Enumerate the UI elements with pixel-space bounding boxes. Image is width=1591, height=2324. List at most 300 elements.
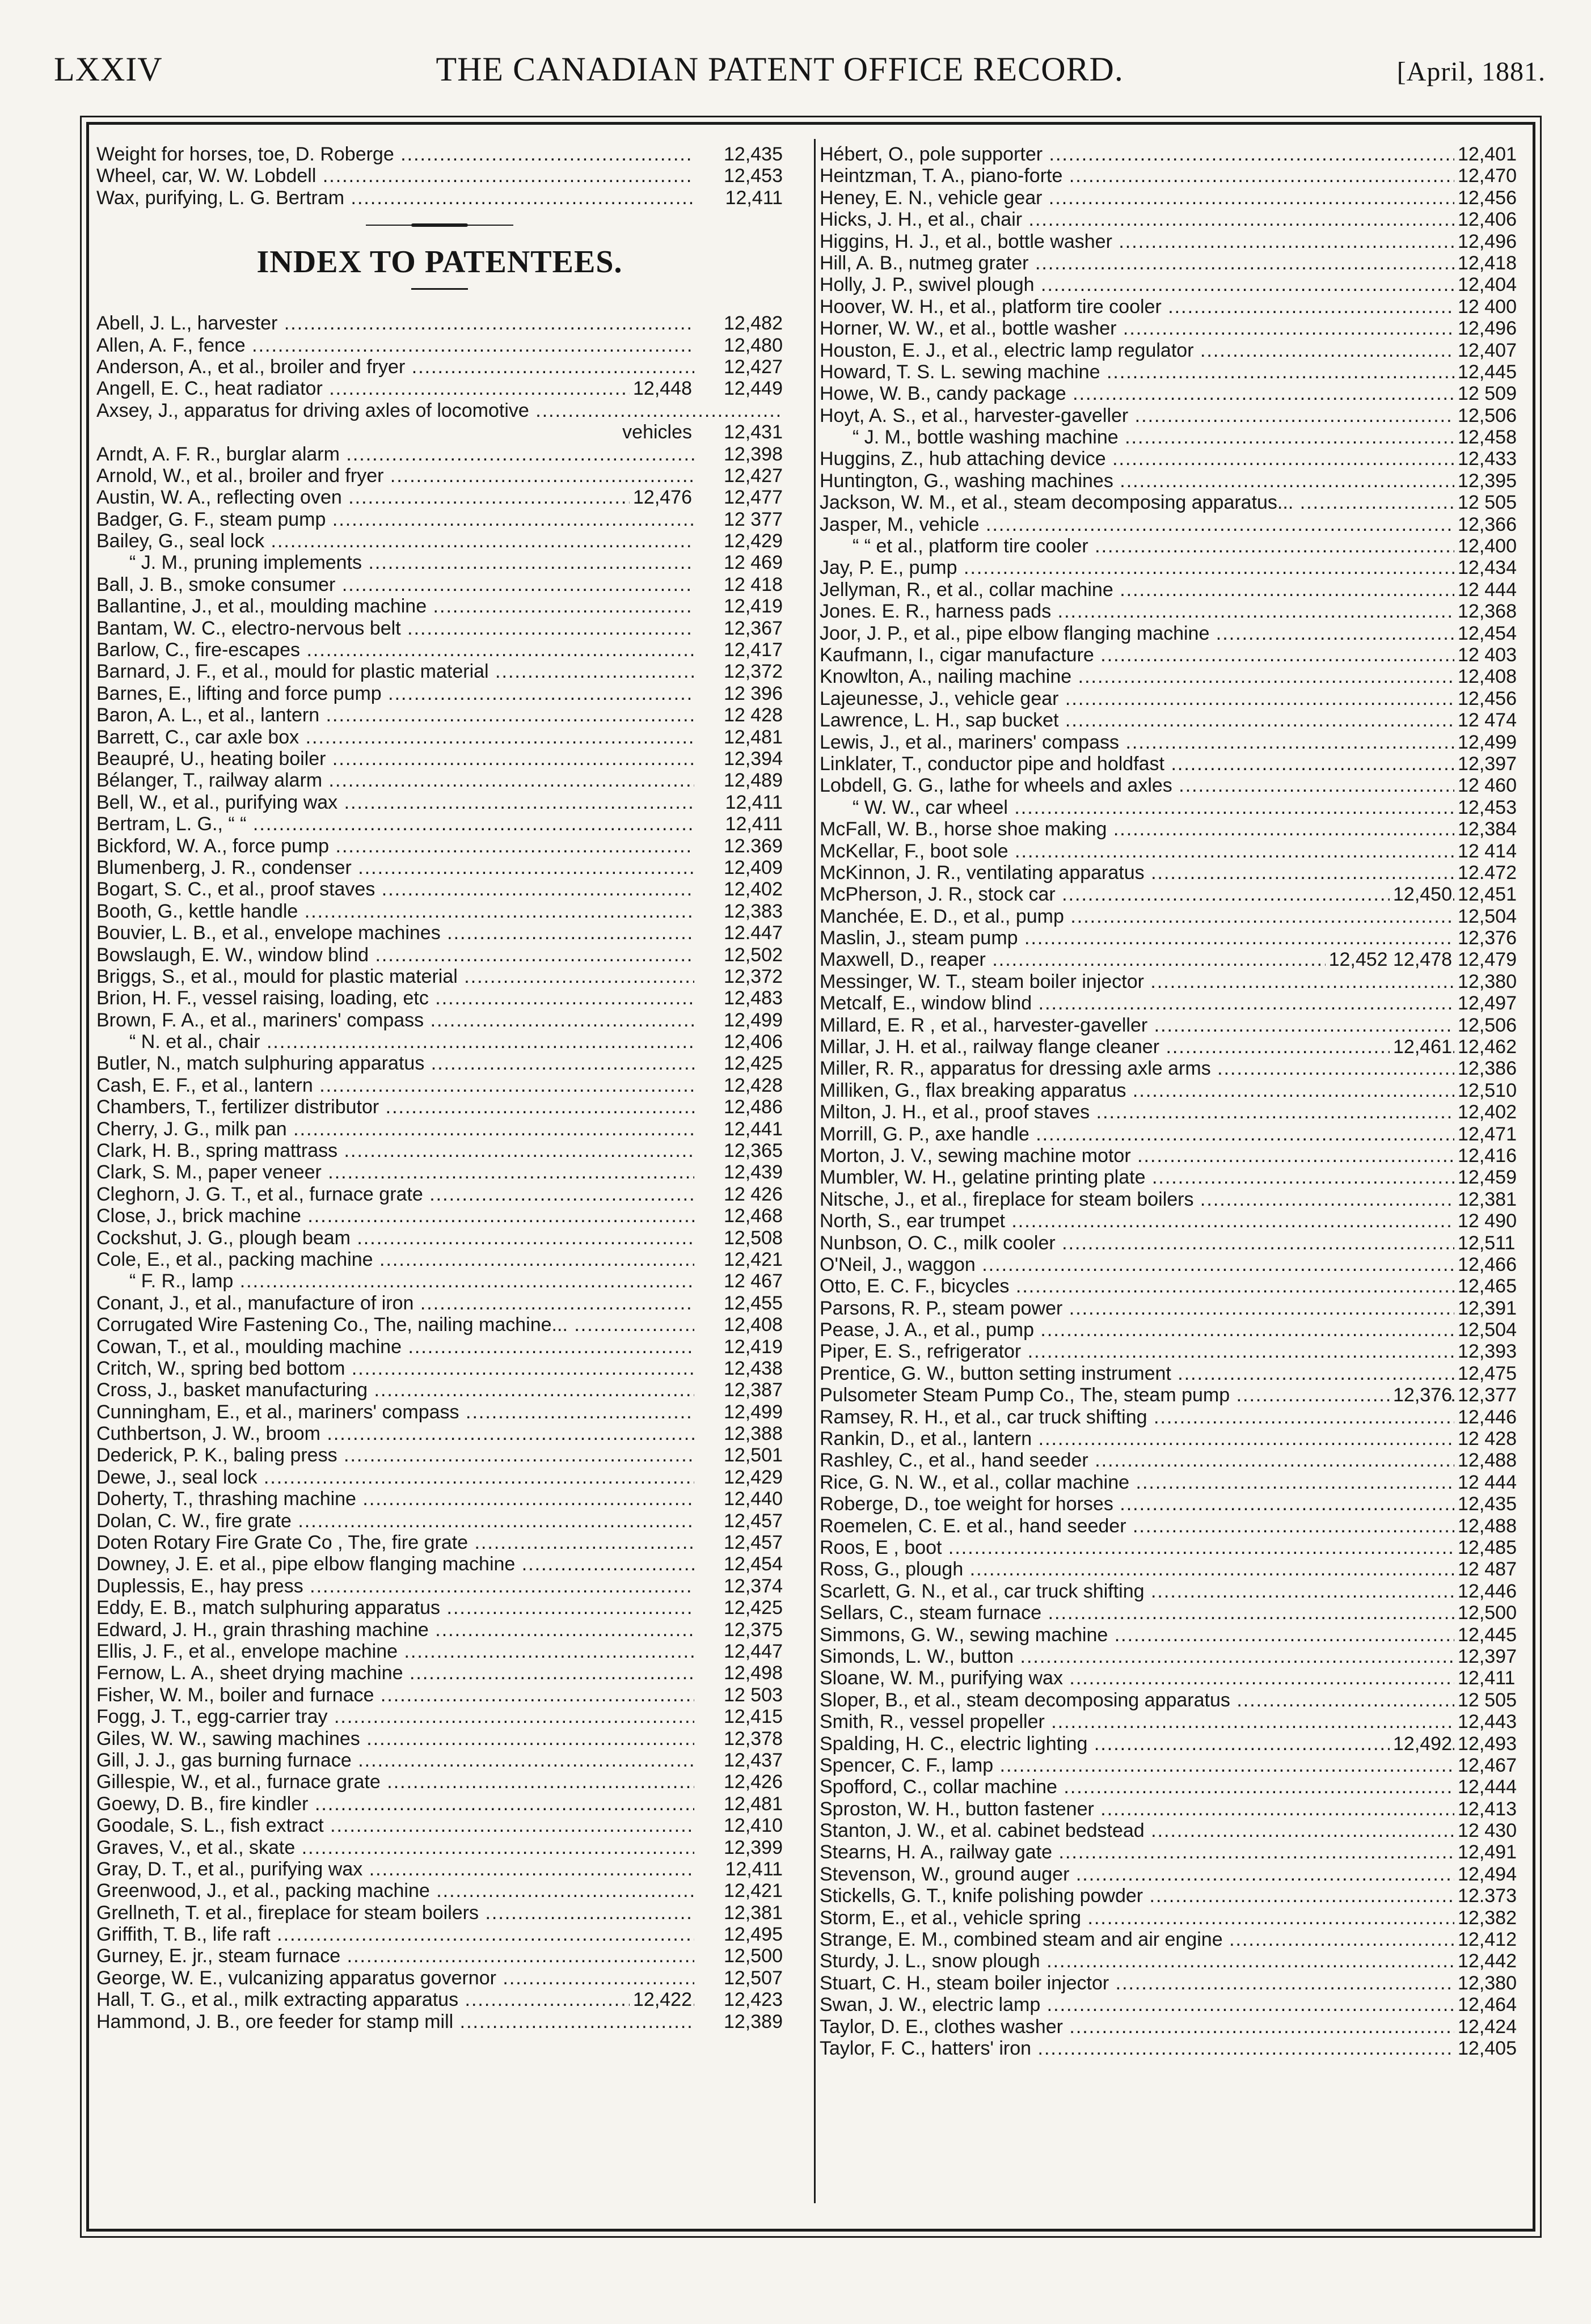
index-entry [96, 1009, 783, 1031]
entry-patent-number: 12,500 [694, 1945, 783, 1967]
entry-text: Huntington, G., washing machines ..... [820, 470, 1531, 492]
index-entry [820, 1058, 1531, 1079]
entry-patent-number: 12.472 [1454, 862, 1531, 884]
entry-patent-number: 12,477 [694, 487, 783, 508]
entry-text: Rashley, C., et al., hand seeder ..... [820, 1450, 1531, 1471]
entry-text: Spalding, H. C., electric lighting ..... [820, 1733, 1531, 1755]
right-column [820, 143, 1531, 2059]
entry-patent-number: 12.373 [1454, 1885, 1531, 1907]
index-entry [96, 509, 783, 530]
left-index-list [96, 312, 783, 2033]
entry-patent-number: 12 503 [694, 1684, 783, 1706]
index-entry [96, 1532, 783, 1553]
entry-text: Roos, E , boot ..... [820, 1537, 1531, 1558]
index-entry [96, 1336, 783, 1358]
index-entry [96, 1510, 783, 1532]
entry-patent-number: 12,383 [694, 901, 783, 922]
index-entry [820, 775, 1531, 796]
entry-patent-number: 12,471 [1454, 1123, 1531, 1145]
entry-patent-number: 12 505 [1454, 492, 1531, 513]
index-entry [96, 1684, 783, 1706]
index-entry [96, 421, 783, 443]
entry-text: Jellyman, R., et al., collar machine ..... [820, 579, 1531, 601]
entry-patent-number: 12,406 [1454, 209, 1531, 230]
index-entry [820, 1101, 1531, 1123]
entry-text: Barnes, E., lifting and force pump ..... [96, 683, 783, 704]
index-entry [820, 1254, 1531, 1275]
index-entry [820, 535, 1531, 557]
index-entry [96, 770, 783, 791]
index-entry [820, 318, 1531, 339]
entry-patent-number: 12 444 [1454, 579, 1531, 601]
entry-text: Bickford, W. A., force pump ..... [96, 835, 783, 857]
index-entry [820, 1602, 1531, 1624]
index-entry [820, 709, 1531, 731]
index-entry [820, 252, 1531, 274]
entry-text: Lobdell, G. G., lathe for wheels and axles ..... [820, 775, 1531, 796]
entry-text: Heney, E. N., vehicle gear ..... [820, 187, 1531, 209]
index-entry [820, 274, 1531, 295]
index-entry [820, 383, 1531, 404]
entry-text: Hébert, O., pole supporter ..... [820, 143, 1531, 165]
entry-text: Duplessis, E., hay press ..... [96, 1575, 783, 1597]
entry-patent-number: 12,367 [694, 618, 783, 639]
index-entry [96, 1924, 783, 1945]
entry-text: Dederick, P. K., baling press ..... [96, 1444, 783, 1466]
entry-patent-number: 12,428 [694, 1075, 783, 1096]
entry-patent-number: 12,372 [694, 966, 783, 987]
entry-patent-number: 12,510 [1454, 1080, 1531, 1101]
index-entry [96, 1575, 783, 1597]
entry-text: Lajeunesse, J., vehicle gear ..... [820, 688, 1531, 709]
index-entry [96, 574, 783, 595]
index-entry [820, 1581, 1531, 1602]
entry-text: Hicks, J. H., et al., chair ..... [820, 209, 1531, 230]
entry-patent-number: 12,421 [694, 1880, 783, 1902]
index-entry [96, 1880, 783, 1902]
entry-text: “ “ et al., platform tire cooler ..... [853, 535, 1531, 557]
entry-patent-number: 12,394 [694, 748, 783, 770]
entry-patent-number: 12,408 [694, 1314, 783, 1336]
index-entry [96, 1837, 783, 1858]
index-entry [820, 753, 1531, 775]
entry-text: Weight for horses, toe, D. Roberge ..... [96, 143, 783, 165]
entry-patent-number: 12,489 [694, 770, 783, 791]
entry-text: Fogg, J. T., egg-carrier tray ..... [96, 1706, 783, 1727]
index-entry [820, 818, 1531, 840]
entry-text: Blumenberg, J. R., condenser ..... [96, 857, 783, 878]
index-entry [820, 1907, 1531, 1929]
index-entry [96, 1967, 783, 1989]
entry-patent-number: 12,458 [1454, 426, 1531, 448]
entry-text: Cleghorn, J. G. T., et al., furnace grate ..... [96, 1184, 783, 1205]
entry-patent-number: 12 426 [694, 1184, 783, 1205]
entry-patent-number: 12 428 [1454, 1428, 1531, 1450]
entry-patent-number: 12,402 [694, 878, 783, 900]
entry-text: Maxwell, D., reaper ..... [820, 949, 1531, 970]
index-entry [820, 1950, 1531, 1972]
entry-text: Jackson, W. M., et al., steam decomposing apparatus... ..... [820, 492, 1531, 513]
index-entry [820, 1123, 1531, 1145]
entry-text: Booth, G., kettle handle ..... [96, 901, 783, 922]
entry-text: “ J. M., bottle washing machine ..... [853, 426, 1531, 448]
entry-patent-number: 12,507 [694, 1967, 783, 1989]
entry-patent-number: 12,464 [1454, 1994, 1531, 2015]
index-entry [820, 405, 1531, 426]
index-entry [96, 1205, 783, 1227]
entry-text: Cash, E. F., et al., lantern ..... [96, 1075, 783, 1096]
entry-text: Holly, J. P., swivel plough ..... [820, 274, 1531, 295]
index-entry [820, 1667, 1531, 1689]
index-entry [820, 1646, 1531, 1667]
entry-text: Lewis, J., et al., mariners' compass ..... [820, 732, 1531, 753]
index-entry [820, 1210, 1531, 1232]
entry-text: Critch, W., spring bed bottom ..... [96, 1358, 783, 1379]
entry-patent-number: 12,380 [1454, 1972, 1531, 1994]
index-entry [96, 1488, 783, 1510]
entry-text: Corrugated Wire Fastening Co., The, nailing machine... ..... [96, 1314, 783, 1336]
entry-text: Giles, W. W., sawing machines ..... [96, 1728, 783, 1750]
entry-text: Roemelen, C. E. et al., hand seeder ..... [820, 1515, 1531, 1537]
entry-patent-number: 12,495 [694, 1924, 783, 1945]
entry-text: Howe, W. B., candy package ..... [820, 383, 1531, 404]
entry-text: Goodale, S. L., fish extract ..... [96, 1815, 783, 1836]
index-entry [820, 1080, 1531, 1101]
index-entry [96, 922, 783, 944]
index-entry [96, 400, 783, 421]
entry-patent-number: 12,368 [1454, 601, 1531, 622]
entry-text: Bogart, S. C., et al., proof staves ..... [96, 878, 783, 900]
entry-patent-number: 12,381 [1454, 1189, 1531, 1210]
entry-patent-number: 12,449 [694, 378, 783, 399]
index-entry [820, 1711, 1531, 1733]
entry-text: Morrill, G. P., axe handle ..... [820, 1123, 1531, 1145]
entry-text: Maslin, J., steam pump ..... [820, 927, 1531, 949]
entry-text: O'Neil, J., waggon ..... [820, 1254, 1531, 1275]
entry-text: Cross, J., basket manufacturing ..... [96, 1379, 783, 1401]
entry-patent-number: 12,411 [694, 813, 783, 835]
entry-patent-number: 12,467 [1454, 1755, 1531, 1776]
entry-patent-number: 12,417 [694, 639, 783, 661]
index-entry [96, 1249, 783, 1270]
index-entry [820, 1515, 1531, 1537]
index-entry [820, 1145, 1531, 1167]
index-entry [820, 1972, 1531, 1994]
entry-patent-number: 12,457 [694, 1532, 783, 1553]
entry-text: Ball, J. B., smoke consumer ..... [96, 574, 783, 595]
index-entry [96, 1728, 783, 1750]
index-entry [96, 1945, 783, 1967]
entry-patent-number: 12,418 [1454, 252, 1531, 274]
index-entry [96, 1118, 783, 1140]
entry-patent-number: 12,456 [1454, 187, 1531, 209]
index-entry [820, 1776, 1531, 1798]
entry-text: Nitsche, J., et al., fireplace for steam boilers ..... [820, 1189, 1531, 1210]
entry-extra-number: 12,492 [1390, 1733, 1452, 1755]
entry-text: Jay, P. E., pump ..... [820, 557, 1531, 578]
index-entry [820, 601, 1531, 622]
index-entry [96, 966, 783, 987]
index-entry [96, 1140, 783, 1161]
entry-text: Simonds, L. W., button ..... [820, 1646, 1531, 1667]
entry-patent-number: 12,456 [1454, 688, 1531, 709]
entry-text: Beaupré, U., heating boiler ..... [96, 748, 783, 770]
entry-patent-number: 12,411 [694, 187, 783, 209]
entry-text: Bélanger, T., railway alarm ..... [96, 770, 783, 791]
entry-text: Ellis, J. F., et al., envelope machine ..... [96, 1641, 783, 1662]
entry-patent-number: 12 400 [1454, 296, 1531, 318]
index-entry [96, 530, 783, 552]
index-entry [96, 748, 783, 770]
index-entry [820, 1689, 1531, 1711]
index-entry [96, 704, 783, 726]
entry-text: Pulsometer Steam Pump Co., The, steam pump ..... [820, 1384, 1531, 1406]
entry-patent-number: 12,415 [694, 1706, 783, 1727]
index-entry [96, 1227, 783, 1249]
entry-extra-number: 12,448 [630, 378, 692, 399]
issue-date: [April, 1881. [1396, 57, 1546, 87]
entry-patent-number: 12,393 [1454, 1341, 1531, 1362]
entry-patent-number: 12,481 [694, 1793, 783, 1815]
index-entry [820, 971, 1531, 992]
entry-patent-number: 12,435 [694, 143, 783, 165]
entry-patent-number: 12,433 [1454, 448, 1531, 470]
index-entry [820, 296, 1531, 318]
entry-text: Taylor, D. E., clothes washer ..... [820, 2016, 1531, 2038]
index-entry [820, 340, 1531, 361]
index-entry [96, 1815, 783, 1836]
entry-text: Houston, E. J., et al., electric lamp regulator ..... [820, 340, 1531, 361]
entry-extra-number: 12,476 [630, 487, 692, 508]
entry-patent-number: 12,496 [1454, 231, 1531, 252]
entry-text: Greenwood, J., et al., packing machine ..... [96, 1880, 783, 1902]
entry-patent-number: 12,427 [694, 356, 783, 378]
index-entry [820, 1036, 1531, 1058]
index-entry [96, 1467, 783, 1488]
entry-patent-number: 12,423 [694, 1989, 783, 2010]
index-entry [820, 1232, 1531, 1254]
index-entry [96, 813, 783, 835]
entry-patent-number: 12,485 [1454, 1537, 1531, 1558]
entry-patent-number: 12,427 [694, 465, 783, 487]
entry-patent-number: 12,431 [694, 421, 783, 443]
entry-patent-number: 12,496 [1454, 318, 1531, 339]
publication-title: THE CANADIAN PATENT OFFICE RECORD. [436, 50, 1124, 88]
index-entry [820, 1864, 1531, 1885]
entry-patent-number: 12,419 [694, 1336, 783, 1358]
index-entry [820, 666, 1531, 687]
entry-text: Metcalf, E., window blind ..... [820, 992, 1531, 1014]
entry-patent-number: 12,411 [1454, 1667, 1531, 1689]
page-number: LXXIV [54, 50, 163, 88]
entry-text: Angell, E. C., heat radiator ..... [96, 378, 783, 399]
entry-text: Sproston, W. H., button fastener ..... [820, 1798, 1531, 1820]
entry-patent-number: 12,416 [1454, 1145, 1531, 1167]
entry-patent-number: 12,426 [694, 1771, 783, 1793]
entry-patent-number: 12 444 [1454, 1472, 1531, 1493]
entry-patent-number: 12,444 [1454, 1776, 1531, 1798]
entry-text: Hill, A. B., nutmeg grater ..... [820, 252, 1531, 274]
entry-text: McFall, W. B., horse shoe making ..... [820, 818, 1531, 840]
entry-text: Barrett, C., car axle box ..... [96, 726, 783, 748]
entry-text: Downey, J. E. et al., pipe elbow flanging machine ..... [96, 1553, 783, 1575]
index-entry [820, 906, 1531, 927]
entry-text: Milliken, G., flax breaking apparatus ..... [820, 1080, 1531, 1101]
entry-text: McKellar, F., boot sole ..... [820, 840, 1531, 862]
index-entry [96, 487, 783, 508]
entry-text: Swan, J. W., electric lamp ..... [820, 1994, 1531, 2015]
entry-patent-number: 12 469 [694, 552, 783, 573]
index-entry [96, 987, 783, 1009]
entry-patent-number: 12,384 [1454, 818, 1531, 840]
entry-patent-number: 12,486 [694, 1096, 783, 1118]
entry-patent-number: 12,366 [1454, 514, 1531, 535]
index-entry [96, 1793, 783, 1815]
entry-text: Ross, G., plough ..... [820, 1558, 1531, 1580]
index-entry [820, 1450, 1531, 1471]
index-entry [96, 552, 783, 573]
entry-text: Howard, T. S. L. sewing machine ..... [820, 361, 1531, 383]
entry-text: Clark, S. M., paper veneer ..... [96, 1161, 783, 1183]
index-entry [96, 1075, 783, 1096]
index-entry [820, 862, 1531, 884]
entry-patent-number: 12,494 [1454, 1864, 1531, 1885]
entry-text: Jasper, M., vehicle ..... [820, 514, 1531, 535]
entry-text: Kaufmann, I., cigar manufacture ..... [820, 644, 1531, 666]
entry-patent-number: 12 414 [1454, 840, 1531, 862]
entry-patent-number: 12,470 [1454, 165, 1531, 187]
entry-text: Jones. E. R., harness pads ..... [820, 601, 1531, 622]
entry-patent-number: 12,398 [694, 443, 783, 465]
index-entry [96, 1423, 783, 1444]
entry-text: Wheel, car, W. W. Lobdell ..... [96, 165, 783, 187]
index-entry [96, 1858, 783, 1880]
entry-text: Abell, J. L., harvester ..... [96, 312, 783, 334]
index-entry [820, 361, 1531, 383]
entry-text: Horner, W. W., et al., bottle washer ..... [820, 318, 1531, 339]
entry-text: Cole, E., et al., packing machine ..... [96, 1249, 783, 1270]
entry-patent-number: 12,406 [694, 1031, 783, 1053]
entry-patent-number: 12,443 [1454, 1711, 1531, 1733]
entry-text: Doherty, T., thrashing machine ..... [96, 1488, 783, 1510]
entry-patent-number: 12 474 [1454, 709, 1531, 731]
entry-patent-number: 12,453 [694, 165, 783, 187]
index-entry [820, 1537, 1531, 1558]
index-entry [820, 2016, 1531, 2038]
index-entry [820, 1755, 1531, 1776]
entry-text: Sellars, C., steam furnace ..... [820, 1602, 1531, 1624]
entry-text: Manchée, E. D., et al., pump ..... [820, 906, 1531, 927]
entry-patent-number: 12,407 [1454, 340, 1531, 361]
entry-text: Conant, J., et al., manufacture of iron ..... [96, 1292, 783, 1314]
index-entry [96, 1031, 783, 1053]
index-entry [96, 1619, 783, 1641]
index-entry [96, 1553, 783, 1575]
entry-patent-number: 12,408 [1454, 666, 1531, 687]
entry-patent-number: 12 460 [1454, 775, 1531, 796]
entry-patent-number: 12,441 [694, 1118, 783, 1140]
entry-text: Millar, J. H. et al., railway flange cleaner ..... [820, 1036, 1531, 1058]
entry-patent-number: 12,447 [694, 1641, 783, 1662]
entry-text: Milton, J. H., et al., proof staves ..... [820, 1101, 1531, 1123]
entry-patent-number: 12,488 [1454, 1450, 1531, 1471]
entry-text: Linklater, T., conductor pipe and holdfast ..... [820, 753, 1531, 775]
index-entry [820, 1885, 1531, 1907]
entry-patent-number: 12 418 [694, 574, 783, 595]
index-entry [820, 470, 1531, 492]
index-entry [820, 1733, 1531, 1755]
entry-patent-number: 12,446 [1454, 1581, 1531, 1602]
entry-text: Baron, A. L., et al., lantern ..... [96, 704, 783, 726]
entry-text: Chambers, T., fertilizer distributor ..... [96, 1096, 783, 1118]
index-entry [820, 1015, 1531, 1036]
entry-patent-number: 12 430 [1454, 1820, 1531, 1841]
index-entry [96, 639, 783, 661]
index-entry [820, 992, 1531, 1014]
entry-patent-number: 12,375 [694, 1619, 783, 1641]
index-entry [820, 187, 1531, 209]
index-entry [820, 623, 1531, 644]
index-entry [820, 840, 1531, 862]
index-entry [820, 1558, 1531, 1580]
index-entry [820, 1820, 1531, 1841]
entry-text: Mumbler, W. H., gelatine printing plate ..... [820, 1167, 1531, 1188]
index-entry [96, 1750, 783, 1771]
entry-patent-number: 12,499 [694, 1009, 783, 1031]
index-entry [820, 492, 1531, 513]
entry-patent-number: 12,466 [1454, 1254, 1531, 1275]
entry-text: Knowlton, A., nailing machine ..... [820, 666, 1531, 687]
entry-patent-number: 12,412 [1454, 1929, 1531, 1950]
entry-text: Piper, E. S., refrigerator ..... [820, 1341, 1531, 1362]
index-entry [820, 884, 1531, 905]
index-entry [96, 187, 783, 209]
entry-text: Gillespie, W., et al., furnace grate ..... [96, 1771, 783, 1793]
index-entry [96, 2011, 783, 2033]
entry-patent-number: 12,425 [694, 1597, 783, 1619]
entry-patent-number: 12,424 [1454, 2016, 1531, 2038]
entry-patent-number: 12,397 [1454, 753, 1531, 775]
entry-text: Gurney, E. jr., steam furnace ..... [96, 1945, 783, 1967]
entry-text: Miller, R. R., apparatus for dressing axle arms ..... [820, 1058, 1531, 1079]
index-entry [820, 2038, 1531, 2059]
index-entry [96, 312, 783, 334]
entry-patent-number: 12,395 [1454, 470, 1531, 492]
entry-patent-number: 12,499 [694, 1401, 783, 1423]
entry-patent-number: 12,405 [1454, 2038, 1531, 2059]
entry-patent-number: 12,499 [1454, 732, 1531, 753]
entry-patent-number: 12,475 [1454, 1363, 1531, 1384]
entry-patent-number: 12,382 [1454, 1907, 1531, 1929]
entry-text: Bertram, L. G., “ “ ..... [96, 813, 783, 835]
index-entry [96, 1096, 783, 1118]
entry-patent-number: 12,442 [1454, 1950, 1531, 1972]
entry-patent-number: 12,483 [694, 987, 783, 1009]
entry-patent-number: 12,421 [694, 1249, 783, 1270]
entry-text: Cockshut, J. G., plough beam ..... [96, 1227, 783, 1249]
entry-text: Brion, H. F., vessel raising, loading, etc ..... [96, 987, 783, 1009]
entry-text: Simmons, G. W., sewing machine ..... [820, 1624, 1531, 1646]
entry-patent-number: 12,435 [1454, 1493, 1531, 1515]
entry-text: Graves, V., et al., skate ..... [96, 1837, 783, 1858]
index-entry [820, 688, 1531, 709]
index-entry [820, 1472, 1531, 1493]
index-entry [96, 618, 783, 639]
entry-patent-number: 12,372 [694, 661, 783, 682]
index-entry [820, 1189, 1531, 1210]
entry-text: Stevenson, W., ground auger ..... [820, 1864, 1531, 1885]
entry-text: Millard, E. R , et al., harvester-gaveller ..... [820, 1015, 1531, 1036]
